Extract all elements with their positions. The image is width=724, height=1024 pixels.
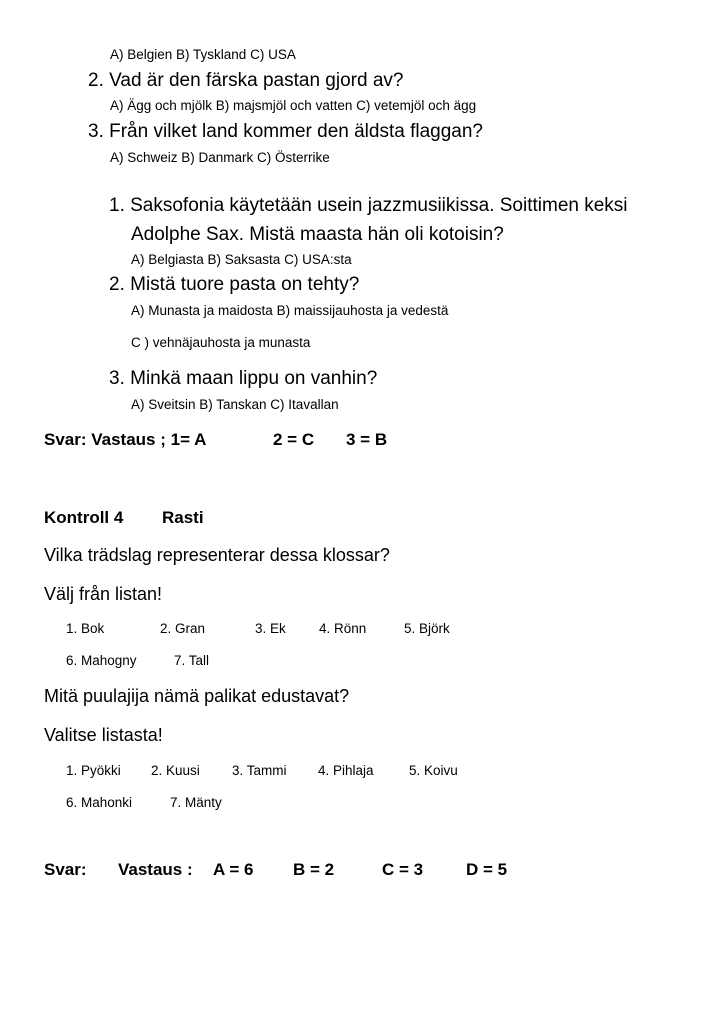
list-item: 6. Mahogny (66, 653, 137, 668)
answer-d: D = 5 (466, 860, 508, 879)
list-item: 1. Bok (66, 621, 105, 636)
fi-question-2: 2. Mistä tuore pasta on tehty? (109, 274, 360, 295)
vastaus-label: Vastaus : (118, 860, 193, 879)
answer-b: B = 2 (293, 860, 335, 879)
list-item: 4. Rönn (319, 621, 367, 636)
fi-q1-options: A) Belgiasta B) Saksasta C) USA:sta (131, 252, 352, 267)
list-item: 4. Pihlaja (318, 763, 374, 778)
rasti-title: Rasti (162, 508, 204, 527)
list-item: 5. Björk (404, 621, 450, 636)
list-item: 7. Mänty (170, 795, 222, 810)
list-item: 3. Tammi (232, 763, 287, 778)
fi-question-1-line2: Adolphe Sax. Mistä maasta hän oli kotoisin? (131, 224, 504, 245)
fi-q3-options: A) Sveitsin B) Tanskan C) Itavallan (131, 397, 339, 412)
list-item: 5. Koivu (409, 763, 458, 778)
sv-q3-options: A) Schweiz B) Danmark C) Österrike (110, 150, 330, 165)
instruction-sv: Välj från listan! (44, 584, 163, 604)
fi-question-1-line1: 1. Saksofonia käytetään usein jazzmusiikissa. Soittimen keksi (109, 195, 628, 216)
fi-question-3: 3. Minkä maan lippu on vanhin? (109, 368, 378, 389)
fi-q2-options: A) Munasta ja maidosta B) maissijauhosta ja vedestä (131, 303, 449, 318)
list-item: 3. Ek (255, 621, 286, 636)
kontroll-title: Kontroll 4 (44, 508, 124, 527)
answer-c: C = 3 (382, 860, 424, 879)
answer-3: 3 = B (346, 430, 388, 449)
question-fi: Mitä puulajija nämä palikat edustavat? (44, 686, 350, 706)
list-item: 1. Pyökki (66, 763, 121, 778)
sv-question-3: 3. Från vilket land kommer den äldsta flaggan? (88, 121, 483, 142)
list-item: 2. Kuusi (151, 763, 200, 778)
list-item: 6. Mahonki (66, 795, 133, 810)
list-item: 2. Gran (160, 621, 206, 636)
sv-question-2: 2. Vad är den färska pastan gjord av? (88, 70, 404, 91)
answer-2: 2 = C (273, 430, 315, 449)
sv-q1-options: A) Belgien B) Tyskland C) USA (110, 47, 296, 62)
svar-label: Svar: (44, 860, 87, 879)
answer-label: Svar: Vastaus ; 1= A (44, 430, 207, 449)
sv-q2-options: A) Ägg och mjölk B) majsmjöl och vatten C) vetemjöl och ägg (110, 98, 477, 113)
fi-q2-option-c: C ) vehnäjauhosta ja munasta (131, 335, 311, 350)
instruction-fi: Valitse listasta! (44, 725, 163, 745)
question-sv: Vilka trädslag representerar dessa klossar? (44, 545, 390, 565)
list-item: 7. Tall (174, 653, 210, 668)
answer-a: A = 6 (213, 860, 254, 879)
